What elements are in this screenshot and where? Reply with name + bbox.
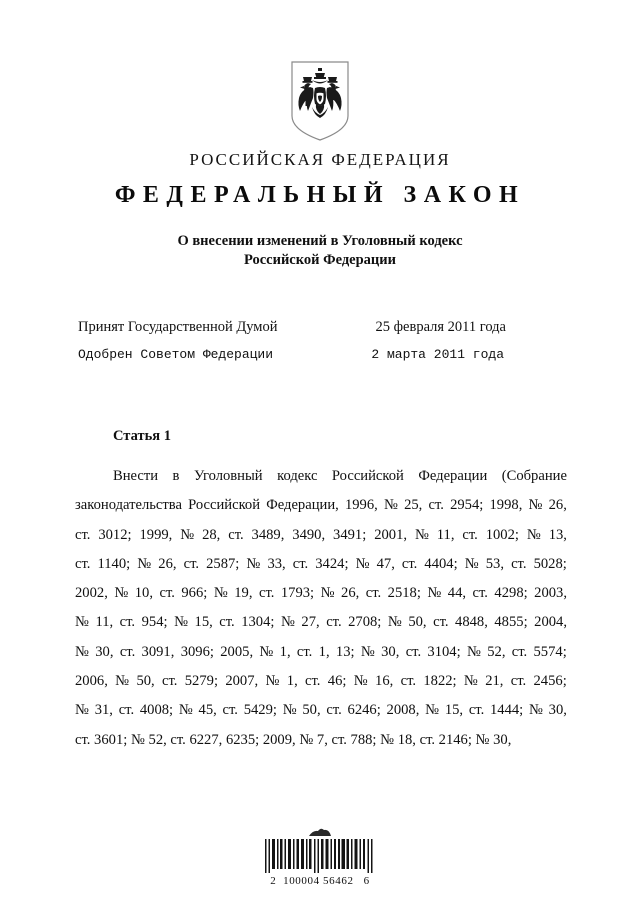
adoption-block [75,319,566,375]
paragraph-line: Внести в Уголовный кодекс Российской Федерации (Собрание [113,468,567,484]
paragraph-line: № 11, ст. 954; № 15, ст. 1304; № 27, ст. 2708; № 50, ст. 4848, 4855; 2004, [75,614,567,631]
barcode-icon [263,839,377,873]
paragraph-line: ст. 1140; № 26, ст. 2587; № 33, ст. 3424; № 47, ст. 4404; № 53, ст. 5028; [75,555,567,572]
adoption-label-council: Одобрен Советом Федерации [78,347,274,362]
barcode-area [0,828,640,887]
paragraph-line: ст. 3601; № 52, ст. 6227, 6235; 2009, № 7, ст. 788; № 18, ст. 2146; № 30, [75,731,512,748]
paragraph-line: № 31, ст. 4008; № 45, ст. 5429; № 50, ст. 6246; 2008, № 15, ст. 1444; № 30, [75,702,567,719]
law-subtitle-line-1: О внесении изменений в Уголовный кодекс [177,233,463,249]
emblem-container [0,60,640,142]
paragraph-line: законодательства Российской Федерации, 1996, № 25, ст. 2954; 1998, № 26, [75,497,567,514]
law-subtitle [120,232,520,270]
article-paragraph [75,462,567,755]
adoption-row-duma [75,319,566,347]
paragraph-line: 2006, № 50, ст. 5279; 2007, № 1, ст. 46; № 16, ст. 1822; № 21, ст. 2456; [75,673,567,690]
adoption-label-duma: Принят Государственной Думой [78,319,278,335]
paragraph-line: ст. 3012; 1999, № 28, ст. 3489, 3490, 3491; 2001, № 11, ст. 1002; № 13, [75,526,567,543]
adoption-date-duma: 25 февраля 2011 года [375,319,506,335]
barcode-digits: 2 100004 56462 6 [270,875,370,887]
paragraph-line: № 30, ст. 3091, 3096; 2005, № 1, ст. 1, 13; № 30, ст. 3104; № 52, ст. 5574; [75,643,567,660]
paragraph-line: 2002, № 10, ст. 966; № 19, ст. 1793; № 26, ст. 2518; № 44, ст. 4298; 2003, [75,585,567,602]
adoption-date-council: 2 марта 2011 года [371,347,504,362]
law-subtitle-line-2: Российской Федерации [243,252,396,268]
article-title: Статья 1 [113,428,171,444]
barcode-top-mark-icon [307,828,333,838]
russian-coat-of-arms-icon [288,60,352,142]
country-heading: РОССИЙСКАЯ ФЕДЕРАЦИЯ [189,150,451,169]
adoption-row-council [75,347,566,375]
law-type-heading: ФЕДЕРАЛЬНЫЙ ЗАКОН [114,182,526,208]
